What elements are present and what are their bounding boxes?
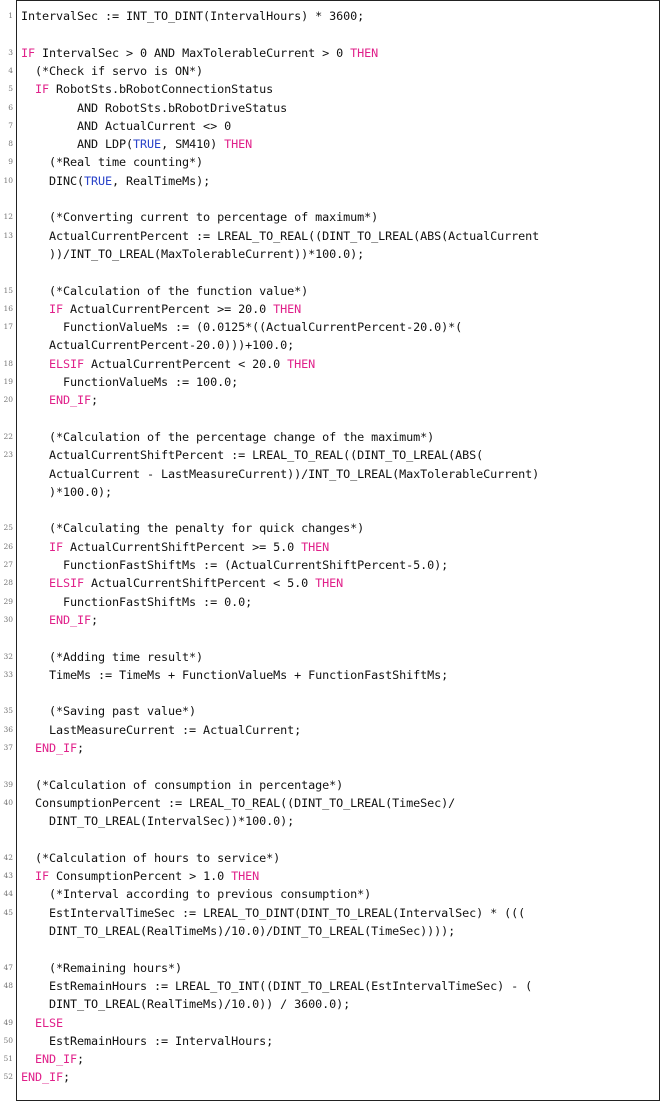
code-line	[8, 99, 659, 117]
code-line	[3, 702, 659, 720]
code-token: (*Calculation of consumption in percentage*)	[21, 777, 344, 792]
code-text	[21, 62, 203, 80]
line-number: 12	[3, 212, 13, 222]
code-token: (*Adding time result*)	[21, 649, 204, 664]
code-text	[21, 373, 238, 391]
code-token: ;	[63, 1070, 71, 1085]
line-number: 7	[8, 120, 13, 130]
line-number: 17	[3, 322, 13, 332]
code-text	[21, 208, 378, 226]
line-number: 47	[3, 962, 13, 972]
code-line	[8, 44, 659, 62]
code-token: ConsumptionPercent := LREAL_TO_REAL((DINT_TO_LREAL(TimeSec)/	[21, 795, 456, 810]
code-text	[21, 483, 112, 501]
code-line	[3, 666, 659, 684]
code-text	[21, 117, 231, 135]
code-token: ActualCurrentShiftPercent >= 5.0	[63, 539, 302, 554]
code-token: , SM410)	[161, 137, 225, 152]
code-text	[21, 7, 364, 25]
code-token: LastMeasureCurrent := ActualCurrent;	[21, 722, 302, 737]
line-number: 33	[3, 669, 13, 679]
code-token	[21, 82, 35, 96]
keyword-token: END_IF	[49, 393, 92, 408]
line-number: 5	[8, 84, 13, 94]
code-line	[3, 300, 659, 318]
line-number: 37	[3, 743, 13, 752]
code-text	[21, 245, 364, 263]
code-token: ActualCurrentShiftPercent < 5.0	[84, 576, 316, 591]
code-line	[3, 1014, 659, 1032]
keyword-token: THEN	[231, 869, 260, 884]
code-token: , RealTimeMs);	[112, 173, 211, 188]
code-line	[3, 172, 659, 190]
line-number: 15	[3, 285, 13, 295]
code-text	[21, 556, 448, 574]
code-token: AND ActualCurrent <> 0	[21, 118, 232, 133]
code-token: AND RobotSts.bRobotDriveStatus	[21, 100, 288, 115]
code-line	[17, 684, 659, 702]
code-text	[21, 446, 483, 464]
keyword-token: ELSIF	[49, 576, 85, 591]
code-line	[17, 483, 659, 501]
keyword-token: END_IF	[21, 1070, 64, 1085]
keyword-token: END_IF	[49, 612, 92, 627]
code-text	[21, 1014, 63, 1032]
code-token: TimeMs := TimeMs + FunctionValueMs + FunctionFastShiftMs;	[21, 667, 449, 682]
code-token: ;	[91, 612, 99, 627]
line-number: 52	[3, 1072, 13, 1082]
code-line	[17, 336, 659, 354]
code-text	[21, 995, 350, 1013]
code-text	[21, 922, 455, 940]
code-line	[17, 831, 659, 849]
code-token	[21, 869, 35, 883]
line-number: 19	[3, 377, 13, 386]
line-number: 10	[3, 175, 13, 185]
code-line	[3, 556, 659, 574]
code-token	[21, 393, 49, 407]
code-token: (*Saving past value*)	[21, 704, 197, 719]
line-number: 4	[8, 65, 13, 75]
line-number: 40	[3, 797, 13, 807]
code-text	[21, 593, 252, 611]
code-line	[3, 794, 659, 812]
code-line	[3, 885, 659, 903]
code-text	[21, 1050, 84, 1068]
code-line	[8, 135, 659, 153]
code-line	[3, 721, 659, 739]
code-line	[3, 538, 659, 556]
code-token	[21, 1052, 35, 1066]
line-number: 6	[8, 102, 13, 112]
code-text	[21, 959, 182, 977]
code-text	[21, 666, 448, 684]
line-number: 28	[3, 578, 13, 588]
code-text	[21, 739, 84, 757]
code-token: ActualCurrentPercent < 20.0	[84, 356, 288, 371]
code-line	[17, 812, 659, 830]
code-token: FunctionValueMs := 100.0;	[21, 375, 239, 389]
code-token: (*Calculation of the function value*)	[21, 283, 309, 298]
code-line	[3, 227, 659, 245]
keyword-token: THEN	[224, 137, 253, 152]
code-text	[21, 812, 294, 830]
keyword-token: END_IF	[35, 741, 78, 755]
keyword-token: THEN	[273, 301, 302, 316]
line-number: 29	[3, 596, 13, 606]
code-text	[21, 135, 252, 153]
code-line	[3, 593, 659, 611]
code-text	[21, 153, 203, 171]
keyword-token: ELSIF	[49, 356, 85, 371]
code-token: FunctionFastShiftMs := (ActualCurrentShiftPercent-5.0);	[21, 558, 449, 572]
code-text	[21, 428, 434, 446]
code-token: IntervalSec > 0 AND MaxTolerableCurrent > 0	[35, 45, 351, 60]
code-token: (*Calculating the penalty for quick changes*)	[21, 521, 365, 536]
code-line	[17, 940, 659, 958]
line-number: 22	[3, 431, 13, 441]
line-number: 20	[3, 395, 13, 405]
code-line	[17, 245, 659, 263]
code-line	[3, 355, 659, 373]
keyword-token: THEN	[315, 576, 344, 591]
code-line	[3, 574, 659, 592]
code-text	[21, 1068, 70, 1086]
code-token: ActualCurrentPercent := LREAL_TO_REAL((DINT_TO_LREAL(ABS(ActualCurrent	[21, 228, 540, 243]
code-line	[3, 208, 659, 226]
line-number: 13	[3, 230, 13, 240]
line-number: 45	[3, 907, 13, 917]
line-number: 9	[8, 157, 13, 167]
code-line	[8, 117, 659, 135]
code-text	[21, 702, 196, 720]
line-number: 3	[8, 47, 13, 57]
code-token	[21, 540, 49, 554]
code-token: IntervalSec := INT_TO_DINT(IntervalHours) * 3600;	[21, 9, 365, 23]
code-line	[17, 757, 659, 775]
line-number: 35	[3, 706, 13, 716]
code-text	[21, 300, 301, 318]
line-number: 36	[3, 724, 13, 734]
code-line	[3, 849, 659, 867]
code-text	[21, 391, 98, 409]
keyword-token: THEN	[301, 539, 330, 554]
code-text	[21, 80, 273, 98]
code-token: (*Real time counting*)	[21, 155, 204, 170]
keyword-token: IF	[21, 45, 36, 60]
code-line	[3, 428, 659, 446]
keyword-token: END_IF	[35, 1052, 78, 1067]
line-number: 16	[3, 303, 13, 313]
code-token	[21, 576, 49, 590]
line-number: 42	[3, 852, 13, 862]
code-token	[21, 613, 49, 627]
code-line	[3, 1068, 659, 1086]
code-listing	[3, 0, 660, 1101]
constant-token: TRUE	[133, 137, 162, 152]
code-token: RobotSts.bRobotConnectionStatus	[49, 82, 274, 97]
code-text	[21, 776, 343, 794]
code-text	[21, 611, 98, 629]
code-token: DINT_TO_LREAL(RealTimeMs)/10.0)/DINT_TO_LREAL(TimeSec))));	[21, 924, 456, 938]
keyword-token: IF	[49, 539, 64, 554]
code-line	[17, 501, 659, 519]
code-line	[17, 465, 659, 483]
code-text	[21, 1032, 273, 1050]
keyword-token: THEN	[350, 45, 379, 60]
line-number: 26	[3, 541, 13, 551]
code-line	[3, 446, 659, 464]
line-number: 30	[3, 614, 13, 624]
code-text	[21, 867, 259, 885]
code-token: ConsumptionPercent > 1.0	[49, 869, 232, 884]
code-line	[17, 629, 659, 647]
code-token: EstRemainHours := IntervalHours;	[21, 1033, 274, 1048]
code-token: AND LDP(	[21, 137, 134, 152]
code-line	[3, 739, 659, 757]
code-text	[21, 849, 280, 867]
line-number: 32	[3, 651, 13, 661]
line-number: 39	[3, 779, 13, 789]
code-token: (*Converting current to percentage of maximum*)	[21, 210, 379, 225]
code-text	[21, 355, 315, 373]
line-number: 8	[8, 139, 13, 149]
keyword-token: ELSE	[35, 1015, 64, 1030]
code-token: )*100.0);	[21, 484, 113, 499]
code-line	[3, 282, 659, 300]
line-number: 43	[3, 871, 13, 881]
line-number: 44	[3, 889, 13, 899]
code-text	[21, 99, 287, 117]
code-line	[3, 611, 659, 629]
code-text	[21, 282, 308, 300]
code-line	[8, 80, 659, 98]
code-token: (*Remaining hours*)	[21, 960, 183, 975]
line-number: 48	[3, 980, 13, 990]
code-line	[3, 648, 659, 666]
code-token: (*Calculation of hours to service*)	[21, 850, 281, 865]
code-token	[21, 741, 35, 755]
code-line	[3, 867, 659, 885]
code-line	[3, 776, 659, 794]
code-token: ActualCurrentShiftPercent := LREAL_TO_REAL((DINT_TO_LREAL(ABS(	[21, 448, 484, 463]
code-text	[21, 336, 294, 354]
code-line	[17, 190, 659, 208]
line-number: 51	[3, 1054, 13, 1064]
code-token: (*Calculation of the percentage change of the maximum*)	[21, 429, 435, 444]
line-number: 25	[3, 523, 13, 533]
code-line	[3, 904, 659, 922]
code-token: FunctionFastShiftMs := 0.0;	[21, 594, 253, 609]
line-number: 27	[3, 560, 13, 569]
code-token: ;	[77, 741, 85, 755]
code-line	[3, 977, 659, 995]
code-text	[21, 538, 329, 556]
code-line	[17, 263, 659, 281]
code-text	[21, 794, 455, 812]
code-token: FunctionValueMs := (0.0125*((ActualCurrentPercent-20.0)*(	[21, 320, 463, 335]
code-text	[21, 44, 378, 62]
code-line	[3, 1050, 659, 1068]
code-text	[21, 227, 539, 245]
code-text	[21, 721, 301, 739]
code-line	[8, 153, 659, 171]
keyword-token: IF	[35, 82, 50, 97]
code-token: DINC(	[21, 173, 85, 188]
line-number: 49	[3, 1017, 13, 1027]
keyword-token: IF	[49, 301, 64, 316]
code-text	[21, 465, 539, 483]
code-text	[21, 648, 203, 666]
code-token: (*Check if servo is ON*)	[21, 63, 204, 78]
code-line	[8, 62, 659, 80]
code-token: ActualCurrentPercent >= 20.0	[63, 301, 274, 316]
code-token: ActualCurrentPercent-20.0)))+100.0;	[21, 338, 295, 353]
code-token	[21, 1016, 35, 1030]
code-text	[21, 904, 525, 922]
line-number: 50	[3, 1035, 13, 1045]
code-text	[21, 318, 462, 336]
code-line	[17, 995, 659, 1013]
constant-token: TRUE	[84, 173, 113, 188]
code-token: ;	[77, 1052, 85, 1067]
code-text	[21, 885, 371, 903]
code-token	[21, 357, 49, 371]
code-text	[21, 172, 210, 190]
code-token: ActualCurrent - LastMeasureCurrent))/INT_TO_LREAL(MaxTolerableCurrent)	[21, 466, 540, 481]
line-number: 18	[3, 358, 13, 368]
code-text	[21, 519, 364, 537]
code-token: (*Interval according to previous consumption*)	[21, 887, 372, 902]
code-token: EstRemainHours := LREAL_TO_INT((DINT_TO_LREAL(EstIntervalTimeSec) - (	[21, 978, 533, 993]
code-token: ))/INT_TO_LREAL(MaxTolerableCurrent))*100.0);	[21, 246, 365, 261]
code-line	[17, 410, 659, 428]
code-token: EstIntervalTimeSec := LREAL_TO_DINT(DINT_TO_LREAL(IntervalSec) * (((	[21, 905, 526, 920]
code-token: DINT_TO_LREAL(RealTimeMs)/10.0)) / 3600.0);	[21, 997, 351, 1012]
code-line	[3, 391, 659, 409]
code-line	[17, 25, 659, 43]
code-line	[3, 373, 659, 391]
code-line	[3, 318, 659, 336]
code-line	[3, 1032, 659, 1050]
line-number: 23	[3, 450, 13, 460]
line-number: 1	[8, 11, 13, 20]
code-token: DINT_TO_LREAL(IntervalSec))*100.0);	[21, 814, 295, 829]
keyword-token: THEN	[287, 356, 316, 371]
code-line	[3, 959, 659, 977]
code-text	[21, 574, 343, 592]
code-token: ;	[91, 393, 99, 408]
code-line	[17, 922, 659, 940]
code-token	[21, 302, 49, 316]
code-line	[3, 519, 659, 537]
code-line	[8, 7, 659, 25]
code-text	[21, 977, 532, 995]
keyword-token: IF	[35, 869, 50, 884]
